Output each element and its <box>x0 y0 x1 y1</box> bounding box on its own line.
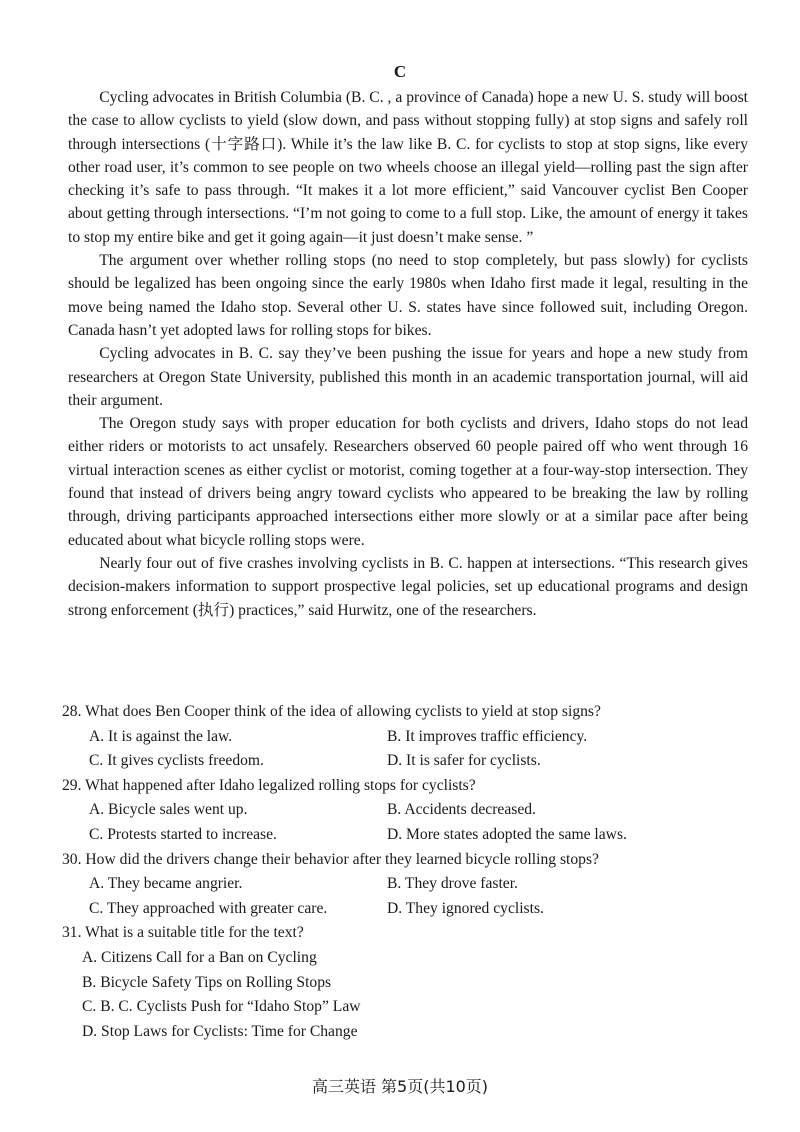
question-29 <box>62 774 752 848</box>
option-a: A. They became angrier. <box>89 875 243 893</box>
passage-paragraph: The argument over whether rolling stops (no need to stop completely, but pass slowly) for cyclists should be legalized has been ongoing since the early 1980s when Idaho first made it legal, resulting in the move being named the Idaho stop. Several other U. S. states have since followed suit, including Oregon. Canada hasn’t yet adopted laws for rolling stops for bikes. <box>68 252 748 339</box>
question-stem: 29. What happened after Idaho legalized rolling stops for cyclists? <box>62 776 476 794</box>
option-b: B. They drove faster. <box>387 875 518 893</box>
option-d: D. They ignored cyclists. <box>387 899 544 917</box>
passage-paragraph: Nearly four out of five crashes involving cyclists in B. C. happen at intersections. “This research gives decision-makers information to support prospective legal policies, set up educational programs and design strong enforcement (执行) practices,” said Hurwitz, one of the researchers. <box>68 554 748 619</box>
question-stem: 28. What does Ben Cooper think of the idea of allowing cyclists to yield at stop signs? <box>62 703 601 720</box>
reading-passage <box>68 86 748 622</box>
page-footer: 高三英语 第5页(共10页) <box>311 1077 489 1096</box>
question-list <box>62 700 752 1044</box>
option-a: A. Bicycle sales went up. <box>89 801 248 819</box>
option-b: B. Accidents decreased. <box>387 801 536 819</box>
option-a: A. It is against the law. <box>89 727 233 745</box>
passage-paragraph: The Oregon study says with proper education for both cyclists and drivers, Idaho stops do not lead either riders or motorists to act unsafely. Researchers observed 60 people paired off who went through 16 virtual interaction scenes as either cyclist or motorist, coming together at a four-way-stop intersection. They found that instead of drivers being angry toward cyclists who appeared to be breaking the law by rolling through, driving participants approached intersections either more slowly or at a similar pace after being educated about what bicycle rolling stops were. <box>68 415 748 549</box>
option-c: C. B. C. Cyclists Push for “Idaho Stop” Law <box>82 998 361 1016</box>
option-c: C. Protests started to increase. <box>89 825 277 843</box>
option-c: C. It gives cyclists freedom. <box>89 752 264 770</box>
option-b: B. It improves traffic efficiency. <box>387 727 588 745</box>
option-b: B. Bicycle Safety Tips on Rolling Stops <box>82 973 332 991</box>
passage-paragraph: Cycling advocates in British Columbia (B. C. , a province of Canada) hope a new U. S. study will boost the case to allow cyclists to yield (slow down, and pass without stopping fully) at stop signs and safely roll through intersections (十字路口). While it’s the law like B. C. for cyclists to stop at stop signs, like every other road user, it’s common to see people on two wheels choose an illegal yield—rolling past the sign after checking it’s safe to pass through. “It makes it a lot more efficient,” said Vancouver cyclist Ben Cooper about getting through intersections. “I’m not going to come to a full stop. Like, the amount of energy it takes to stop my entire bike and get it going again—it just doesn’t make sense. ” <box>68 89 748 246</box>
option-a: A. Citizens Call for a Ban on Cycling <box>82 948 317 966</box>
passage-paragraph: Cycling advocates in B. C. say they’ve been pushing the issue for years and hope a new study from researchers at Oregon State University, published this month in an academic transportation journal, will aid their argument. <box>68 345 748 409</box>
question-stem: 31. What is a suitable title for the text? <box>62 924 304 942</box>
option-d: D. It is safer for cyclists. <box>387 752 541 770</box>
option-c: C. They approached with greater care. <box>89 899 328 917</box>
question-30 <box>62 848 752 922</box>
question-31 <box>62 921 752 1044</box>
question-28 <box>62 700 752 774</box>
option-d: D. More states adopted the same laws. <box>387 825 627 843</box>
section-heading: C <box>393 62 407 81</box>
question-stem: 30. How did the drivers change their behavior after they learned bicycle rolling stops? <box>62 850 599 868</box>
option-d: D. Stop Laws for Cyclists: Time for Change <box>82 1022 358 1040</box>
